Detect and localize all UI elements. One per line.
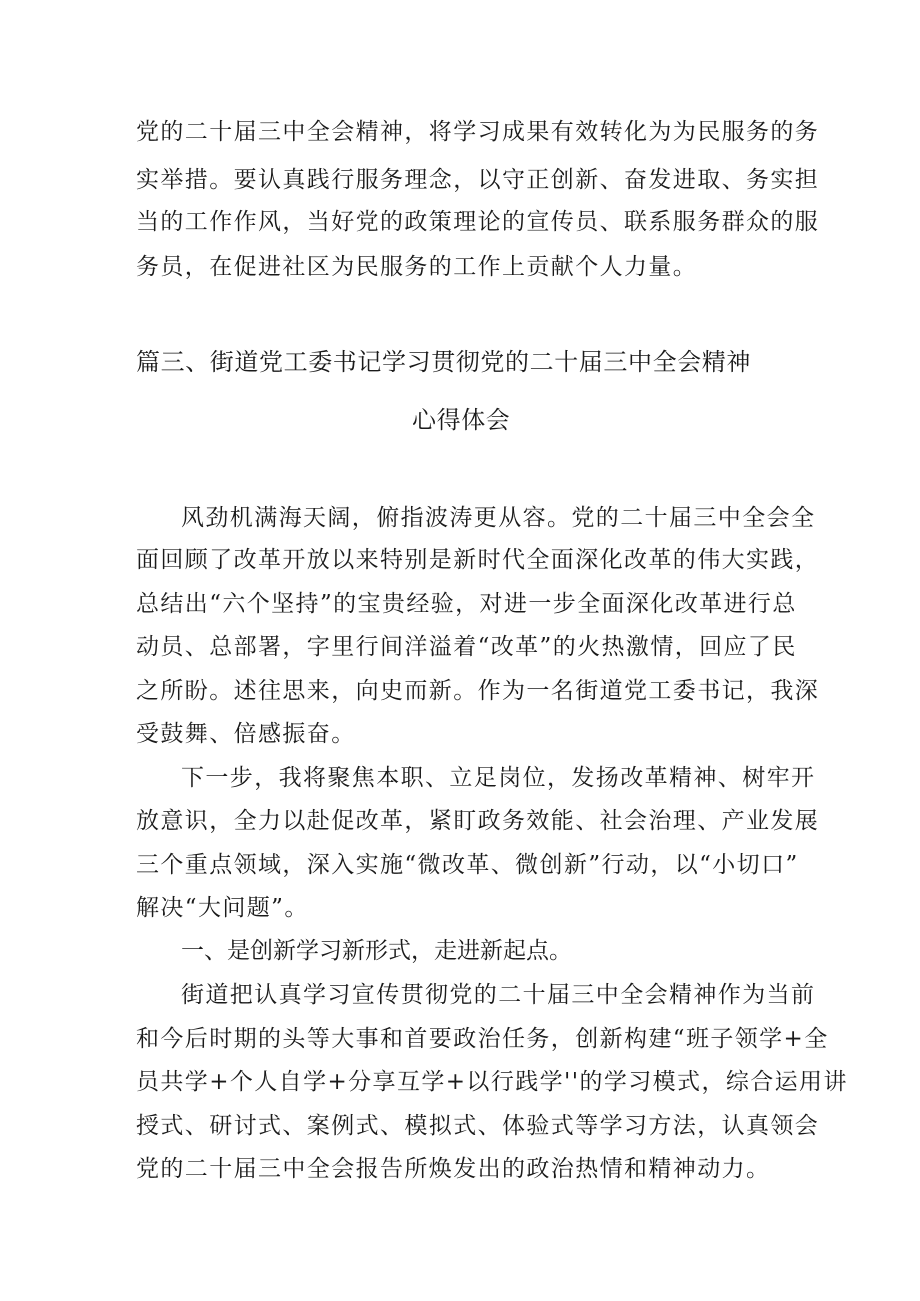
paragraph-line: 当的工作作风，当好党的政策理论的宣传员、联系服务群众的服 xyxy=(136,209,820,235)
paragraph-line: 党的二十届三中全会精神，将学习成果有效转化为为民服务的务 xyxy=(136,119,820,145)
paragraph-line: 和今后时期的头等大事和首要政治任务，创新构建“班子领学+全 xyxy=(136,1026,829,1052)
paragraph-line: 下一步，我将聚焦本职、立足岗位，发扬改革精神、树牢开 xyxy=(181,765,816,791)
paragraph-line: 放意识，全力以赴促改革，紧盯政务效能、社会治理、产业发展 xyxy=(136,808,820,834)
article-title-line2: 心得体会 xyxy=(412,406,511,434)
paragraph-line: 之所盼。述往思来，向史而新。作为一名街道党工委书记，我深 xyxy=(136,678,820,704)
paragraph-line: 党的二十届三中全会报告所焕发出的政治热情和精神动力。 xyxy=(136,1156,771,1182)
paragraph-line: 员共学+个人自学+分享互学+以行践学''的学习模式，综合运用讲 xyxy=(136,1069,848,1095)
paragraph-line: 受鼓舞、倍感振奋。 xyxy=(136,721,356,747)
article-title-line1: 篇三、街道党工委书记学习贯彻党的二十届三中全会精神 xyxy=(136,348,751,376)
section-heading: 一、是创新学习新形式，走进新起点。 xyxy=(181,938,572,964)
paragraph-line: 务员，在促进社区为民服务的工作上贡献个人力量。 xyxy=(136,254,698,280)
paragraph-line: 街道把认真学习宣传贯彻党的二十届三中全会精神作为当前 xyxy=(181,982,816,1008)
paragraph-line: 动员、总部署，字里行间洋溢着“改革”的火热激情，回应了民 xyxy=(136,634,797,660)
paragraph-line: 面回顾了改革开放以来特别是新时代全面深化改革的伟大实践， xyxy=(136,547,820,573)
paragraph-line: 解决“大问题”。 xyxy=(136,895,309,921)
paragraph-line: 授式、研讨式、案例式、模拟式、体验式等学习方法，认真领会 xyxy=(136,1113,820,1139)
paragraph-line: 实举措。要认真践行服务理念，以守正创新、奋发进取、务实担 xyxy=(136,167,820,193)
paragraph-line: 总结出“六个坚持”的宝贵经验，对进一步全面深化改革进行总 xyxy=(136,591,797,617)
paragraph-line: 三个重点领域，深入实施“微改革、微创新”行动，以“小切口” xyxy=(136,852,799,878)
paragraph-line: 风劲机满海天阔，俯指波涛更从容。党的二十届三中全会全 xyxy=(181,505,816,531)
